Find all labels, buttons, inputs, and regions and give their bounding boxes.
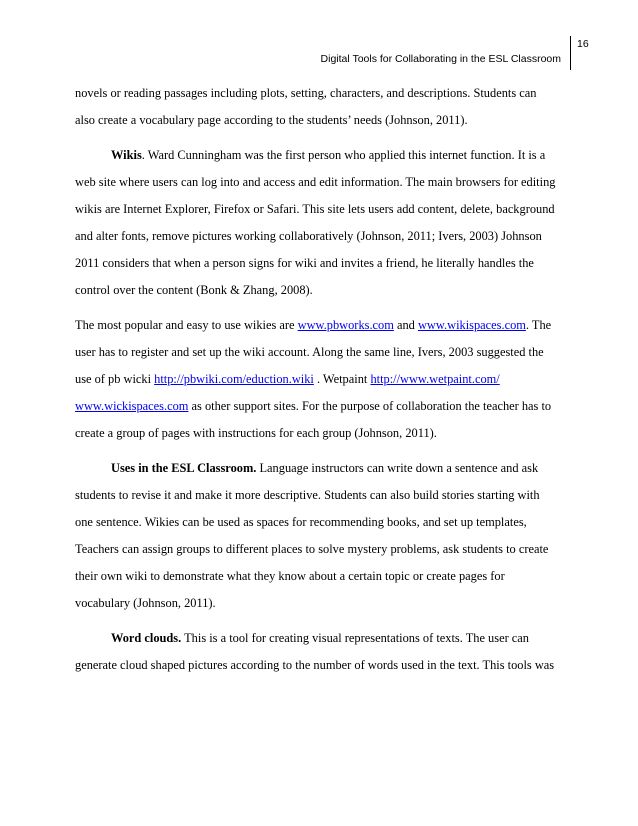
pbworks-link[interactable]: www.pbworks.com [297,318,394,332]
paragraph-4-line-2: students to revise it and make it more descriptive. Students can also build stories starting with [75,488,540,502]
paragraph-2-line-1-text: . Ward Cunningham was the first person who applied this internet function. It is a [141,148,546,162]
page-number: 16 [577,38,589,50]
wikispaces-link[interactable]: www.wikispaces.com [417,318,526,332]
paragraph-3-line-4 [75,393,565,420]
paragraph-2-line-4: and alter fonts, remove pictures working collaboratively (Johnson, 2011; Ivers, 2003) Johnson [75,229,542,243]
wickispaces-link[interactable]: www.wickispaces.com [75,399,189,413]
paragraph-2-line-6: control over the content (Bonk & Zhang, 2008). [75,283,313,297]
paragraph-3-text-b: and [393,318,418,332]
wetpaint-link[interactable]: http://www.wetpaint.com/ [370,372,500,386]
header-divider [570,36,571,70]
paragraph-3-line-3-text-b: . Wetpaint [313,372,371,386]
paragraph-2-line-1 [75,142,565,169]
paragraph-3-line-2: user has to register and set up the wiki account. Along the same line, Ivers, 2003 suggested the [75,345,544,359]
paragraph-4-line-4: Teachers can assign groups to different places to solve mystery problems, ask students to create [75,542,549,556]
paragraph-3-text-c: . The [525,318,552,332]
paragraph-5-line-1 [75,625,565,652]
paragraph-3-line-5: create a group of pages with instructions for each group (Johnson, 2011). [75,426,437,440]
paragraph-4-line-3: one sentence. Wikies can be used as spaces for recommending books, and set up templates, [75,515,527,529]
paragraph-2-line-3: wikis are Internet Explorer, Firefox or Safari. This site lets users add content, delete, background [75,202,555,216]
wikis-heading: Wikis [111,148,142,162]
paragraph-4-line-6: vocabulary (Johnson, 2011). [75,596,216,610]
paragraph-1-line-1: novels or reading passages including plots, setting, characters, and descriptions. Students can [75,86,537,100]
paragraph-4-line-1 [75,455,565,482]
word-clouds-heading: Word clouds. [111,631,182,645]
paragraph-3-line-1 [75,312,565,339]
paragraph-1-line-2: also create a vocabulary page according to the students’ needs (Johnson, 2011). [75,113,468,127]
paragraph-4-line-1-text: Language instructors can write down a sentence and ask [256,461,539,475]
paragraph-3-line-3 [75,366,565,393]
uses-heading: Uses in the ESL Classroom. [111,461,257,475]
paragraph-2-line-5: 2011 considers that when a person signs for wiki and invites a friend, he literally handles the [75,256,534,270]
paragraph-4-line-5: their own wiki to demonstrate what they know about a certain topic or create pages for [75,569,505,583]
paragraph-5-line-1-text: This is a tool for creating visual representations of texts. The user can [181,631,529,645]
pbwiki-link[interactable]: http://pbwiki.com/eduction.wiki [154,372,314,386]
paragraph-3-text-a: The most popular and easy to use wikies are [75,318,298,332]
paragraph-5-line-2: generate cloud shaped pictures according to the number of words used in the text. This tools was [75,658,555,672]
document-body [75,80,565,679]
paragraph-3-line-4-text: as other support sites. For the purpose of collaboration the teacher has to [188,399,552,413]
paragraph-2-line-2: web site where users can log into and access and edit information. The main browsers for editing [75,175,556,189]
paragraph-3-line-3-text-a: use of pb wicki [75,372,155,386]
running-header: Digital Tools for Collaborating in the ESL Classroom [320,53,561,65]
